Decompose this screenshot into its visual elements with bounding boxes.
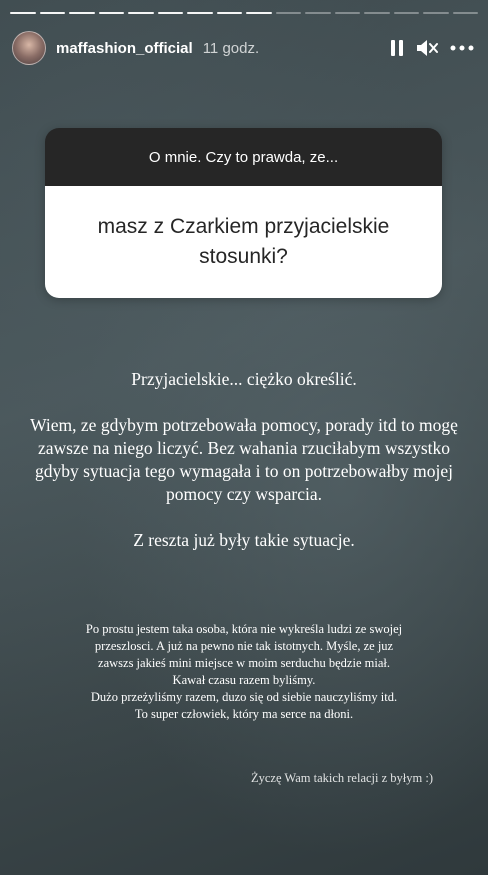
note-line: przeszlosci. A już na pewno nie tak istotnych. Myśle, ze juz — [94, 639, 394, 653]
progress-segment — [394, 12, 420, 14]
question-text: masz z Czarkiem przyjacielskie stosunki? — [45, 186, 442, 298]
question-sticker — [45, 128, 442, 298]
progress-segment — [158, 12, 184, 14]
progress-segment — [217, 12, 243, 14]
answer-text — [20, 368, 468, 552]
story-header — [12, 30, 474, 66]
progress-segment — [364, 12, 390, 14]
note-line: Kawał czasu razem byliśmy. — [172, 673, 316, 687]
answer-paragraph: Przyjacielskie... ciężko określić. — [131, 369, 357, 389]
progress-segment — [276, 12, 302, 14]
progress-segment — [305, 12, 331, 14]
note-line: Dużo przeżyliśmy razem, duzo się od siebie nauczyliśmy itd. — [90, 690, 398, 704]
question-header: O mnie. Czy to prawda, ze... — [45, 128, 442, 186]
progress-segment — [128, 12, 154, 14]
username[interactable]: maffashion_official — [56, 39, 193, 57]
note-line: Po prostu jestem taka osoba, która nie wykreśla ludzi ze swojej — [85, 622, 403, 636]
note-text — [20, 621, 468, 723]
progress-segment — [453, 12, 479, 14]
progress-segment — [10, 12, 36, 14]
note-line: To super człowiek, który ma serce na dłoni. — [134, 707, 354, 721]
progress-segment — [69, 12, 95, 14]
mute-icon[interactable] — [416, 39, 438, 57]
signoff-text: Życzę Wam takich relacji z byłym :) — [250, 771, 433, 785]
progress-segment — [246, 12, 272, 14]
answer-paragraph: Wiem, ze gdybym potrzebowała pomocy, porady itd to mogę zawsze na niego liczyć. Bez wahania rzuciłabym wszystko gdyby sytuacja tego wymagała i to on potrzebowałby mojej pomocy czy wsparcia. — [30, 415, 458, 504]
progress-segment — [40, 12, 66, 14]
story-progress-bar — [10, 12, 478, 14]
avatar[interactable] — [12, 31, 46, 65]
story-controls — [390, 39, 474, 57]
progress-segment — [423, 12, 449, 14]
progress-segment — [99, 12, 125, 14]
note-line: zawszs jakieś mini miejsce w moim serduchu będzie miał. — [98, 656, 390, 670]
answer-paragraph: Z reszta już były takie sytuacje. — [133, 530, 355, 550]
more-icon[interactable] — [450, 45, 474, 51]
pause-icon[interactable] — [390, 39, 404, 57]
progress-segment — [335, 12, 361, 14]
progress-segment — [187, 12, 213, 14]
post-time: 11 godz. — [202, 39, 260, 57]
